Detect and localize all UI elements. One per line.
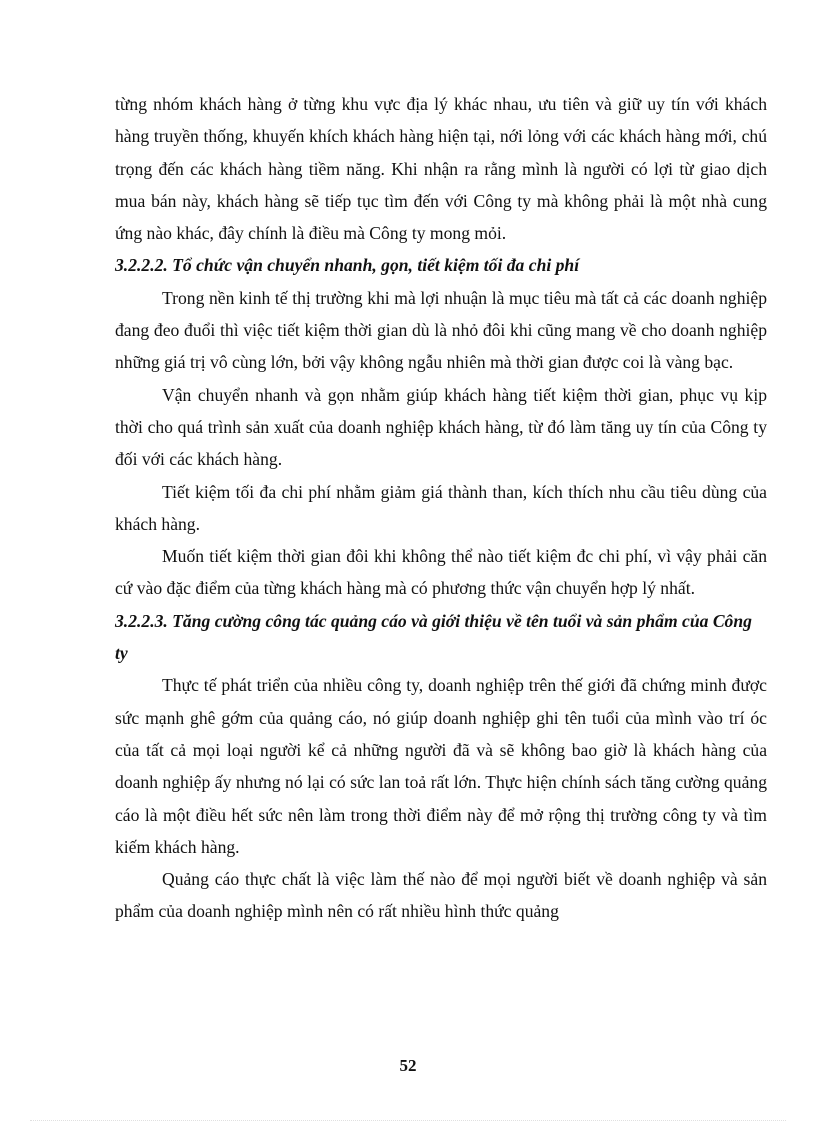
paragraph-advertising-power: Thực tế phát triển của nhiều công ty, doanh nghiệp trên thế giới đã chứng minh được sức mạnh ghê gớm của quảng cáo, nó giúp doanh nghiệp ghi tên tuổi của mình vào trí óc của tất cả mọi loại người kể cả những người đã và sẽ không bao giờ là khách hàng của doanh nghiệp ấy nhưng nó lại có sức lan toả rất lớn. Thực hiện chính sách tăng cường quảng cáo là một điều hết sức nên làm trong thời điểm này để mở rộng thị trường công ty và tìm kiếm khách hàng. (115, 675, 767, 857)
paragraph-time-vs-cost: Muốn tiết kiệm thời gian đôi khi không thể nào tiết kiệm đc chi phí, vì vậy phải căn cứ vào đặc điểm của từng khách hàng mà có phương thức vận chuyển hợp lý nhất. (115, 546, 767, 599)
paragraph-advertising-essence: Quảng cáo thực chất là việc làm thế nào để mọi người biết về doanh nghiệp và sản phẩm của doanh nghiệp mình nên có rất nhiều hình thức quảng (115, 869, 767, 922)
page-bottom-divider (30, 1120, 786, 1121)
section-heading-3-2-2-3: 3.2.2.3. Tăng cường công tác quảng cáo và giới thiệu về tên tuổi và sản phẩm của Công ty (115, 610, 752, 664)
document-page (115, 88, 767, 928)
paragraph-market-economy: Trong nền kinh tế thị trường khi mà lợi nhuận là mục tiêu mà tất cả các doanh nghiệp đang đeo đuổi thì việc tiết kiệm thời gian dù là nhỏ đôi khi cũng mang về cho doanh nghiệp những giá trị vô cùng lớn, bởi vậy không ngẫu nhiên mà thời gian được coi là vàng bạc. (115, 287, 767, 373)
paragraph-fast-transport: Vận chuyển nhanh và gọn nhằm giúp khách hàng tiết kiệm thời gian, phục vụ kịp thời cho quá trình sản xuất của doanh nghiệp khách hàng, từ đó làm tăng uy tín của Công ty đối với các khách hàng. (115, 384, 767, 470)
section-heading-3-2-2-2: 3.2.2.2. Tổ chức vận chuyển nhanh, gọn, tiết kiệm tối đa chi phí (115, 255, 580, 276)
paragraph-cost-saving: Tiết kiệm tối đa chi phí nhằm giảm giá thành than, kích thích nhu cầu tiêu dùng của khách hàng. (115, 481, 767, 534)
paragraph-customer-policy: từng nhóm khách hàng ở từng khu vực địa lý khác nhau, ưu tiên và giữ uy tín với khách hàng truyền thống, khuyến khích khách hàng hiện tại, nới lỏng với các khách hàng mới, chú trọng đến các khách hàng tiềm năng. Khi nhận ra rằng mình là người có lợi từ giao dịch mua bán này, khách hàng sẽ tiếp tục tìm đến với Công ty mà không phải là một nhà cung ứng nào khác, đây chính là điều mà Công ty mong mỏi. (115, 94, 767, 244)
page-number: 52 (399, 1056, 417, 1075)
